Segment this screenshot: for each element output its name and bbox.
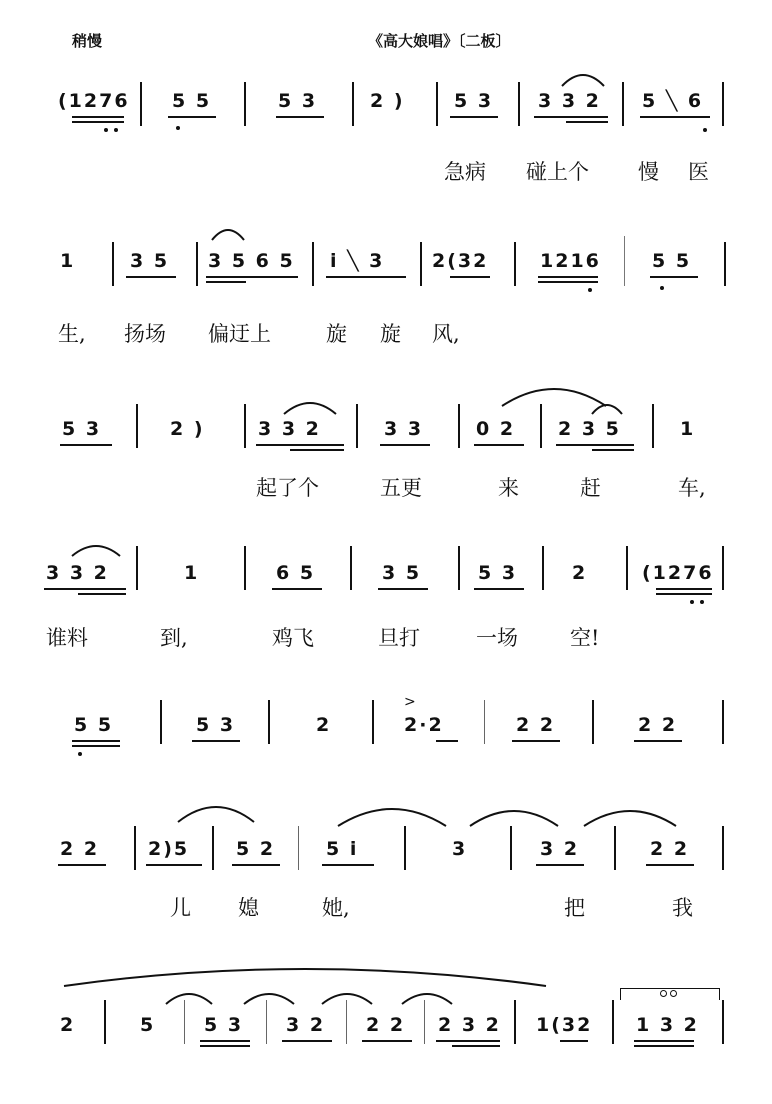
bar-line (196, 242, 198, 286)
octave-dot (690, 600, 694, 604)
note-group: 1216 (540, 250, 601, 272)
underline (536, 864, 584, 866)
bar-line (420, 242, 422, 286)
bar-line (184, 1000, 185, 1044)
lyric: 生, (58, 322, 86, 346)
accent-mark: > (404, 694, 416, 710)
note-group: 3 2 (286, 1014, 326, 1036)
underline (192, 740, 240, 742)
lyric: 起了个 (256, 476, 319, 500)
lyric: 风, (432, 322, 460, 346)
bar-line (614, 826, 616, 870)
bar-line (244, 82, 246, 126)
note-group: 2 (572, 562, 588, 584)
underline (290, 449, 344, 451)
bar-line (624, 236, 625, 286)
bar-line (134, 826, 136, 870)
underline (656, 593, 712, 595)
bar-line (424, 1000, 425, 1044)
note-group: 3 5 6 5 (208, 250, 295, 272)
bar-line (626, 546, 628, 590)
underline (650, 276, 698, 278)
note-group: 3 3 2 (258, 418, 321, 440)
underline (512, 740, 560, 742)
underline (200, 1045, 250, 1047)
note-group: 2 ) (170, 418, 205, 440)
lyric: 慢 (638, 160, 659, 184)
underline (566, 121, 608, 123)
note-group: 3 3 (384, 418, 424, 440)
underline (146, 864, 202, 866)
bar-line (268, 700, 270, 744)
slur (336, 802, 448, 828)
bar-line (514, 242, 516, 286)
lyric: 儿 (170, 896, 191, 920)
bar-line (356, 404, 358, 448)
note-group: 3 (452, 838, 468, 860)
underline (592, 449, 634, 451)
lyric: 到, (160, 626, 188, 650)
note-group: 3 5 (130, 250, 170, 272)
underline (232, 864, 280, 866)
underline (560, 1040, 588, 1042)
underline (534, 116, 608, 118)
bar-line (510, 826, 512, 870)
lyric: 空! (570, 626, 600, 650)
note-group: 5 3 (62, 418, 102, 440)
underline (200, 1040, 250, 1042)
slur (210, 224, 246, 242)
underline (474, 588, 524, 590)
note-group: 2 ) (370, 90, 405, 112)
lyric: 旦打 (378, 626, 420, 650)
note-group: 5 3 (478, 562, 518, 584)
note-group: 1 3 2 (636, 1014, 699, 1036)
bar-line (540, 404, 542, 448)
underline (640, 116, 710, 118)
bar-line (542, 546, 544, 590)
note-group: 5 5 (74, 714, 114, 736)
bar-line (160, 700, 162, 744)
lyric: 车, (678, 476, 706, 500)
note-group: 3 3 2 (538, 90, 601, 112)
bar-line (622, 82, 624, 126)
bar-line (352, 82, 354, 126)
underline (378, 588, 428, 590)
bar-line (484, 700, 485, 744)
note-group: 2 (60, 1014, 76, 1036)
octave-dot (703, 128, 707, 132)
underline (206, 276, 298, 278)
underline (72, 740, 120, 742)
bar-line (458, 404, 460, 448)
bar-line (722, 826, 724, 870)
bar-line (104, 1000, 106, 1044)
underline (72, 116, 124, 118)
lyric: 把 (564, 896, 585, 920)
bar-line (612, 1000, 614, 1044)
note-group: 2 2 (60, 838, 100, 860)
octave-dot (114, 128, 118, 132)
note-group: 1 (680, 418, 696, 440)
slur (70, 540, 122, 558)
note-group: 2·2 (404, 714, 444, 736)
lyric: 她, (322, 896, 350, 920)
underline (168, 116, 216, 118)
underline (634, 1040, 694, 1042)
note-group: 5 3 (454, 90, 494, 112)
underline (474, 444, 524, 446)
bar-line (372, 700, 374, 744)
underline (72, 121, 124, 123)
volta-bracket-end (719, 988, 720, 1000)
lyric: 一场 (476, 626, 518, 650)
underline (322, 864, 374, 866)
slur (400, 988, 454, 1006)
octave-dot (104, 128, 108, 132)
slur (164, 988, 214, 1006)
underline (556, 444, 634, 446)
bar-line (112, 242, 114, 286)
slur (62, 964, 548, 988)
lyric: 赶 (580, 476, 601, 500)
slur (282, 396, 338, 416)
lyric: 鸡飞 (272, 626, 314, 650)
underline (380, 444, 430, 446)
note-group: 3 5 (382, 562, 422, 584)
bar-line (722, 1000, 724, 1044)
slur (468, 804, 560, 828)
octave-dot (176, 126, 180, 130)
underline (206, 281, 246, 283)
lyric: 五更 (380, 476, 422, 500)
note-group: 5 5 (652, 250, 692, 272)
underline (58, 864, 106, 866)
bar-line (136, 546, 138, 590)
octave-dot (660, 990, 667, 997)
underline (538, 281, 598, 283)
note-group: 2(32 (432, 250, 489, 272)
underline (646, 864, 694, 866)
note-group: 3 3 2 (46, 562, 109, 584)
bar-line (244, 404, 246, 448)
bar-line (722, 700, 724, 744)
slur (582, 804, 678, 828)
note-group: 2 2 (366, 1014, 406, 1036)
note-group: 1 (60, 250, 76, 272)
note-group: 5 3 (196, 714, 236, 736)
note-group: 5 3 (204, 1014, 244, 1036)
underline (276, 116, 324, 118)
bar-line (652, 404, 654, 448)
bar-line (266, 1000, 267, 1044)
octave-dot (660, 286, 664, 290)
bar-line (458, 546, 460, 590)
note-group: (1276 (642, 562, 714, 584)
lyric: 偏迂上 (208, 322, 271, 346)
underline (60, 444, 112, 446)
underline (126, 276, 176, 278)
underline (656, 588, 712, 590)
lyric: 扬场 (124, 322, 166, 346)
bar-line (722, 82, 724, 126)
note-group: 1(32 (536, 1014, 593, 1036)
underline (256, 444, 344, 446)
underline (282, 1040, 332, 1042)
lyric: 医 (688, 160, 709, 184)
note-group: 5 (140, 1014, 156, 1036)
note-group: 2 2 (650, 838, 690, 860)
underline (634, 1045, 694, 1047)
octave-dot (700, 600, 704, 604)
note-group: 2)5 (148, 838, 190, 860)
underline (436, 1040, 500, 1042)
bar-line (298, 826, 299, 870)
bar-line (350, 546, 352, 590)
bar-line (140, 82, 142, 126)
octave-dot (78, 752, 82, 756)
underline (436, 740, 458, 742)
bar-line (436, 82, 438, 126)
underline (326, 276, 406, 278)
octave-dot (588, 288, 592, 292)
lyric: 碰上个 (526, 160, 589, 184)
lyric: 谁料 (46, 626, 88, 650)
underline (450, 276, 490, 278)
tempo-marking: 稍慢 (72, 32, 103, 50)
note-group: 5 3 (278, 90, 318, 112)
note-group: i ╲ 3 (330, 250, 385, 272)
bar-line (514, 1000, 516, 1044)
note-group: 5 ╲ 6 (642, 90, 704, 112)
slur (590, 400, 624, 416)
volta-bracket (620, 988, 720, 989)
underline (78, 593, 126, 595)
note-group: 5 i (326, 838, 359, 860)
note-group: 2 3 2 (438, 1014, 501, 1036)
slur (560, 68, 606, 88)
lyric: 旋 (326, 322, 347, 346)
slur (242, 988, 296, 1006)
note-group: 2 3 5 (558, 418, 621, 440)
note-group: 2 2 (638, 714, 678, 736)
underline (450, 116, 498, 118)
bar-line (136, 404, 138, 448)
slur (320, 988, 374, 1006)
bar-line (212, 826, 214, 870)
lyric: 媳 (238, 896, 259, 920)
bar-line (346, 1000, 347, 1044)
underline (362, 1040, 412, 1042)
song-title: 《高大娘唱》〔二板〕 (368, 32, 511, 50)
underline (44, 588, 126, 590)
slur (176, 800, 256, 824)
lyric: 急病 (444, 160, 486, 184)
lyric: 我 (672, 896, 693, 920)
note-group: 1 (184, 562, 200, 584)
note-group: 2 2 (516, 714, 556, 736)
bar-line (518, 82, 520, 126)
note-group: 3 2 (540, 838, 580, 860)
note-group: 5 2 (236, 838, 276, 860)
note-group: 6 5 (276, 562, 316, 584)
underline (538, 276, 598, 278)
bar-line (404, 826, 406, 870)
underline (634, 740, 682, 742)
bar-line (592, 700, 594, 744)
underline (272, 588, 322, 590)
underline (452, 1045, 500, 1047)
bar-line (244, 546, 246, 590)
octave-dot (670, 990, 677, 997)
lyric: 来 (498, 476, 519, 500)
note-group: 0 2 (476, 418, 516, 440)
note-group: 2 (316, 714, 332, 736)
bar-line (312, 242, 314, 286)
note-group: (1276 (58, 90, 130, 112)
bar-line (722, 546, 724, 590)
bar-line (724, 242, 726, 286)
underline (72, 745, 120, 747)
note-group: 5 5 (172, 90, 212, 112)
volta-bracket-end (620, 988, 621, 1000)
lyric: 旋 (380, 322, 401, 346)
